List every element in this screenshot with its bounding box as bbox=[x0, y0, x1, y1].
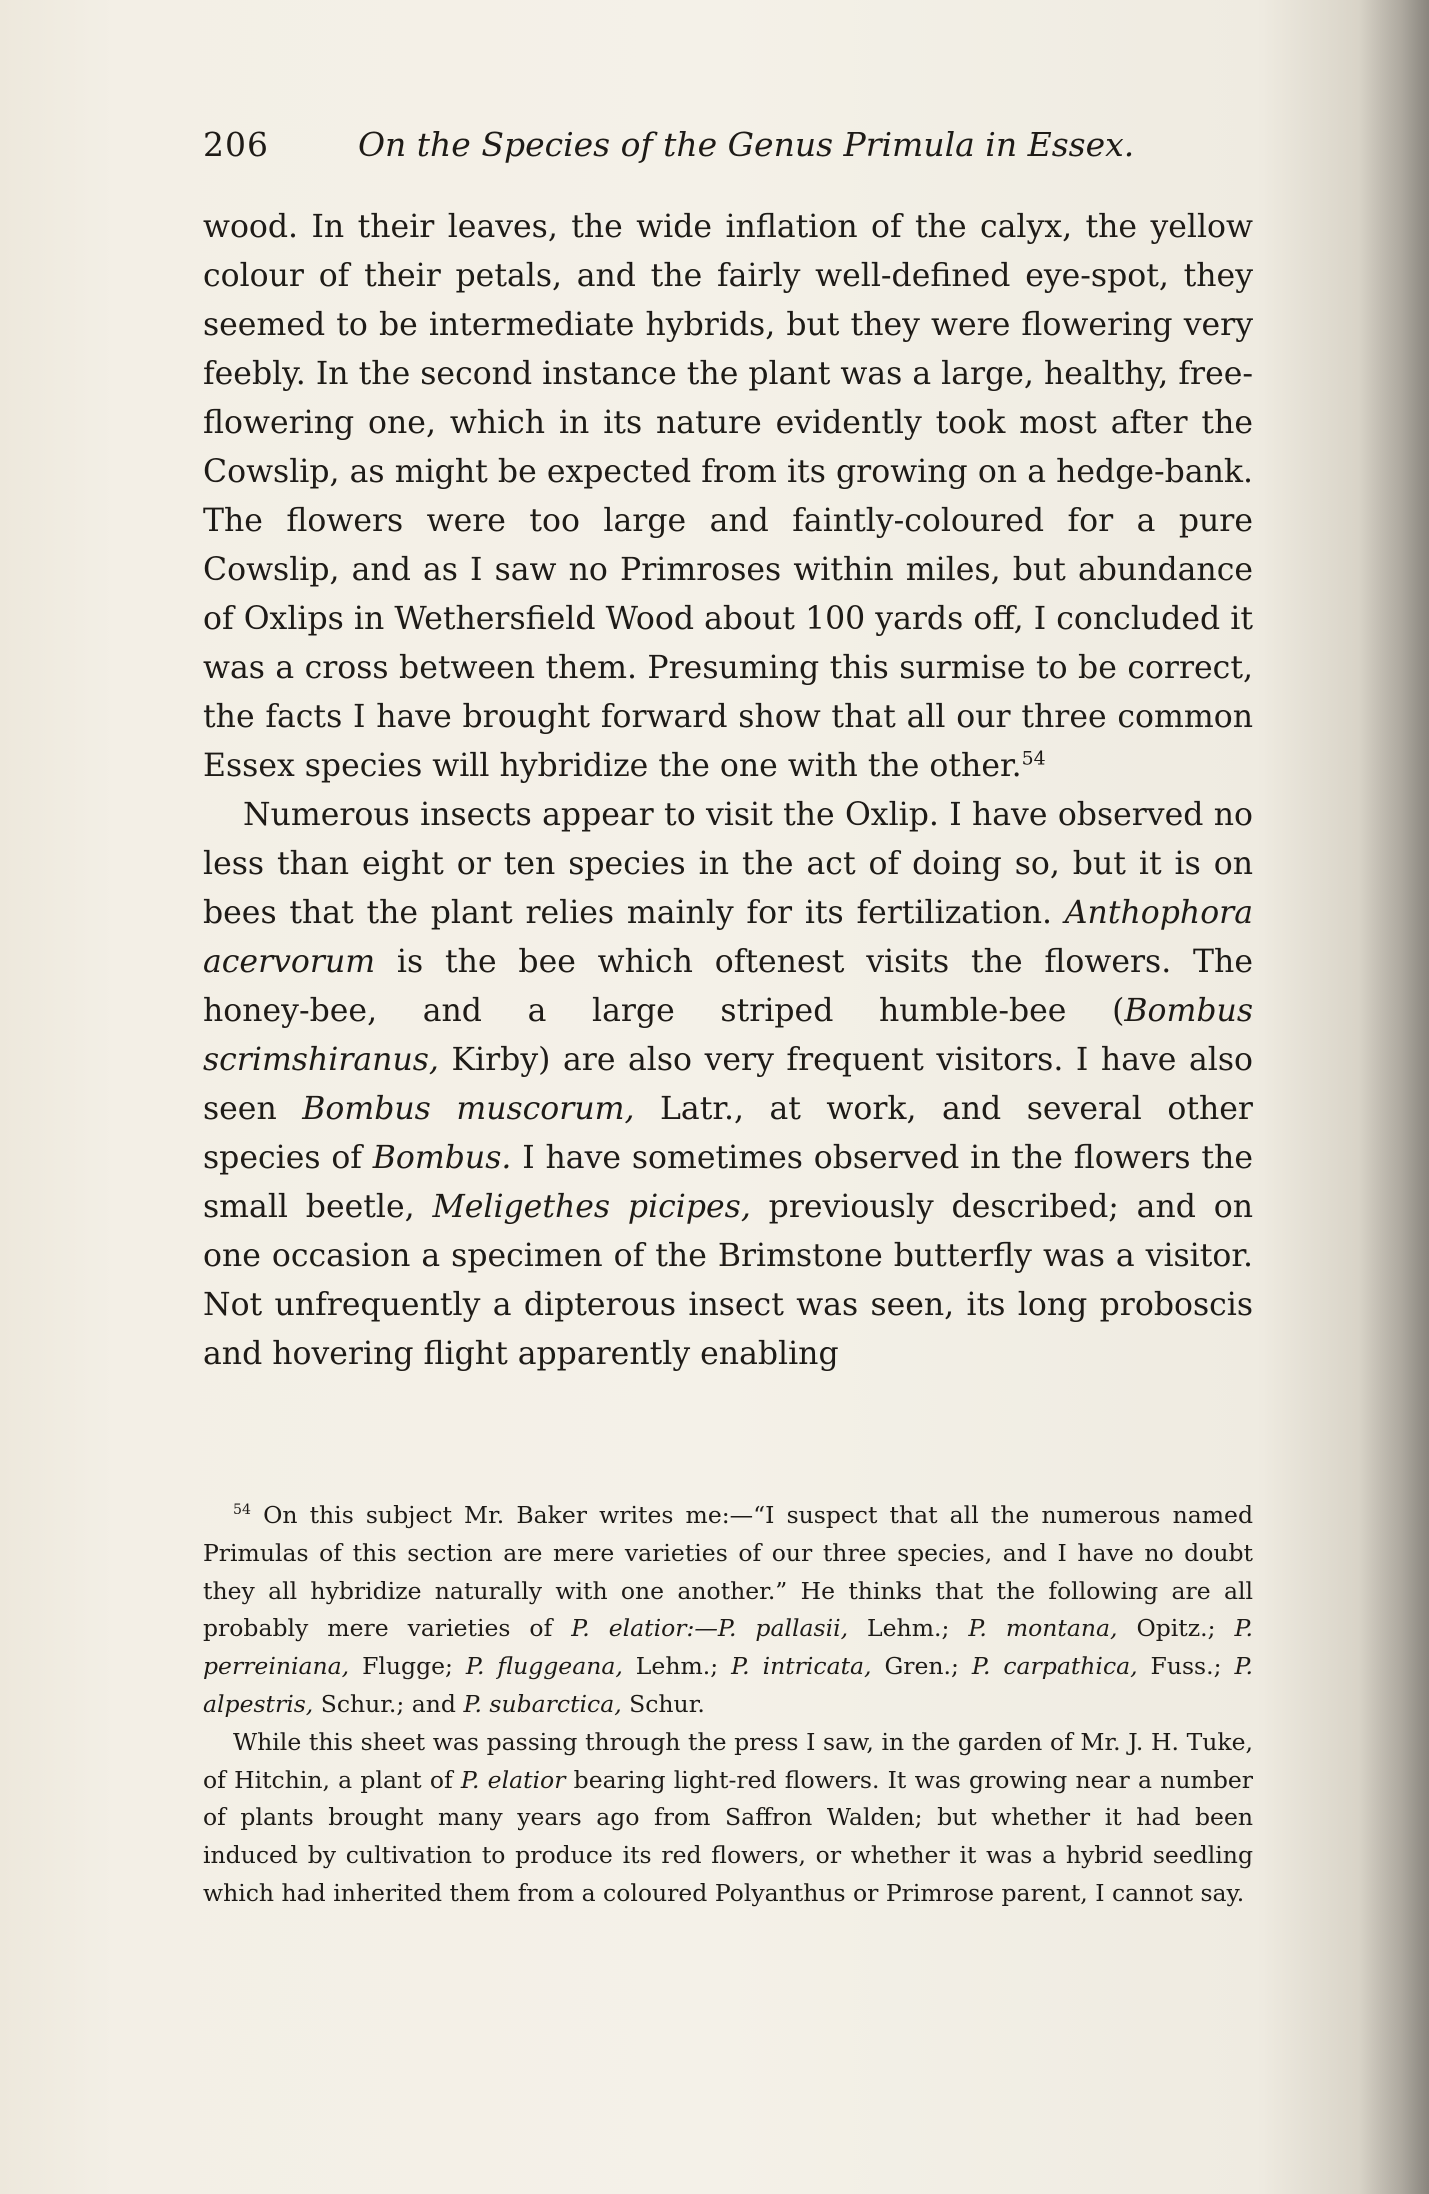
running-title: On the Species of the Genus Primula in Essex. bbox=[358, 125, 1135, 164]
footnote-54 bbox=[203, 1497, 1253, 1724]
species-name: P. elatior bbox=[460, 1765, 566, 1794]
paragraph-2-text-4: Latr., at work, and several other species of bbox=[203, 1091, 1253, 1176]
species-name: P. carpathica, bbox=[971, 1652, 1138, 1681]
footnote-text: On this subject Mr. Baker writes me:—“I suspect that all the numerous named Primulas of this section are mere varieties of our three species, and I have no doubt they all hybridize naturally with one another.” He thinks that the following are all probably mere varieties of bbox=[203, 1501, 1253, 1643]
species-name: P. fluggeana, bbox=[465, 1652, 623, 1681]
footnote-text: Gren.; bbox=[871, 1652, 972, 1681]
footnote-text: bearing light-red flowers. It was growing near a number of plants brought many years ago from Saffron Walden; but whether it had been induced by cultivation to produce its red flowers, or whether it was a hybrid seedling which had inherited them from a coloured Polyanthus or Primrose parent, I cannot say. bbox=[203, 1765, 1254, 1907]
species-name: P. subarctica, bbox=[463, 1689, 622, 1718]
genus-name: Bombus. bbox=[372, 1140, 512, 1176]
species-name: P. montana, bbox=[968, 1614, 1118, 1643]
page-number: 206 bbox=[203, 125, 269, 164]
footnote-text: Opitz.; bbox=[1117, 1614, 1235, 1643]
paragraph-2-text-1: Numerous insects appear to visit the Oxlip. I have observed no less than eight or ten species in the act of doing so, but it is on bees that the plant relies mainly for its fertilization. bbox=[203, 797, 1253, 931]
footnote-marker: 54 bbox=[233, 1502, 251, 1519]
footnote-text: While this sheet was passing through the press I saw, in the garden of Mr. J. H. Tuke, of Hitchin, a plant of bbox=[203, 1727, 1253, 1794]
footnote-text: Schur. bbox=[621, 1689, 705, 1718]
page-header bbox=[203, 125, 1253, 177]
page-edge-shadow bbox=[1359, 0, 1429, 2194]
footnote-text: Fuss.; bbox=[1137, 1652, 1235, 1681]
species-name: P. intricata, bbox=[731, 1652, 872, 1681]
paragraph-2-text-2: is the bee which oftenest visits the flowers. The honey-bee, and a large striped humble-bee ( bbox=[203, 944, 1253, 1029]
species-name: Bombus muscorum, bbox=[302, 1091, 635, 1127]
footnote-text: Flugge; bbox=[349, 1652, 466, 1681]
species-name: Meligethes picipes, bbox=[432, 1189, 751, 1225]
footnote-reference: 54 bbox=[1021, 747, 1046, 770]
species-name: Bombus scrimshiranus, bbox=[203, 993, 1253, 1078]
footnotes bbox=[203, 1497, 1253, 1913]
paragraph-1-text: wood. In their leaves, the wide inflation of the calyx, the yellow colour of their petals, and the fairly well-defined eye-spot, they seemed to be intermediate hybrids, but they were flowering very feebly. In the second instance the plant was a large, healthy, free-flowering one, which in its nature evidently took most after the Cowslip, as might be expected from its growing on a hedge-bank. The flowers were too large and faintly-coloured for a pure Cowslip, and as I saw no Primroses within miles, but abundance of Oxlips in Wethersfield Wood about 100 yards off, I concluded it was a cross between them. Presuming this surmise to be correct, the facts I have brought forward show that all our three common Essex species will hybridize the one with the other. bbox=[203, 209, 1253, 784]
paragraph-2-text-6: previously described; and on one occasion a specimen of the Brimstone butterfly was a visitor. Not unfrequently a dipterous insect was seen, its long proboscis and hovering flight apparently enabling bbox=[203, 1189, 1253, 1372]
paragraph-2-text-3: Kirby) are also very frequent visitors. I have also seen bbox=[203, 1042, 1253, 1127]
paragraph-2 bbox=[203, 791, 1253, 1379]
footnote-continuation bbox=[203, 1724, 1253, 1913]
species-name: P. elatior:—P. pallasii, bbox=[571, 1614, 849, 1643]
footnote-text: Lehm.; bbox=[848, 1614, 969, 1643]
species-name: P. perreiniana, bbox=[203, 1614, 1253, 1681]
main-text bbox=[203, 203, 1253, 1379]
footnote-text: Lehm.; bbox=[622, 1652, 732, 1681]
species-name: P. alpestris, bbox=[203, 1652, 1254, 1718]
species-name: Anthophora acervorum bbox=[203, 895, 1253, 980]
footnote-text: Schur.; and bbox=[313, 1689, 464, 1718]
paragraph-2-text-5: I have sometimes observed in the flowers the small beetle, bbox=[203, 1140, 1253, 1225]
paragraph-1 bbox=[203, 203, 1253, 791]
